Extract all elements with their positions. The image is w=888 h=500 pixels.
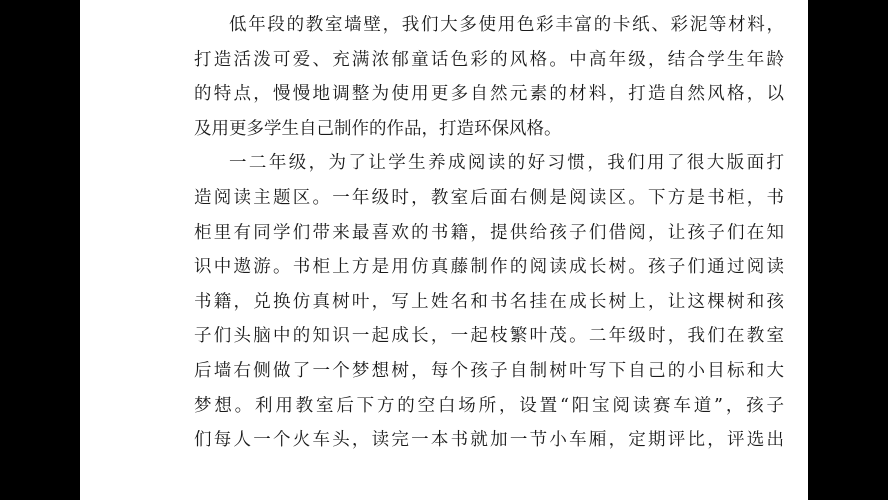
paragraph-2-line-2: 造阅读主题区。一年级时，教室后面右侧是阅读区。下方是书柜，书 (194, 187, 784, 208)
paragraph-2-line-5: 书籍，兑换仿真树叶，写上姓名和书名挂在成长树上，让这棵树和孩 (194, 291, 784, 312)
document-page (80, 0, 808, 500)
paragraph-2-line-8: 梦想。利用教室后下方的空白场所，设置“阳宝阅读赛车道”，孩子 (194, 395, 784, 416)
paragraph-1-line-3: 的特点，慢慢地调整为使用更多自然元素的材料，打造自然风格，以 (194, 84, 784, 105)
paragraph-1-line-1: 低年段的教室墙壁，我们大多使用色彩丰富的卡纸、彩泥等材料， (229, 15, 784, 35)
paragraph-2-line-7: 后墙右侧做了一个梦想树，每个孩子自制树叶写下自己的小目标和大 (194, 360, 784, 381)
paragraph-1-line-4: 及用更多学生自己制作的作品，打造环保风格。 (194, 118, 562, 139)
paragraph-2-line-9: 们每人一个火车头，读完一本书就加一节小车厢，定期评比，评选出 (194, 430, 784, 451)
paragraph-1-line-2: 打造活泼可爱、充满浓郁童话色彩的风格。中高年级，结合学生年龄 (194, 49, 784, 70)
paragraph-2-line-3: 柜里有同学们带来最喜欢的书籍，提供给孩子们借阅，让孩子们在知 (194, 222, 784, 243)
paragraph-2-line-4: 识中遨游。书柜上方是用仿真藤制作的阅读成长树。孩子们通过阅读 (194, 257, 784, 278)
paragraph-2-line-6: 子们头脑中的知识一起成长，一起枝繁叶茂。二年级时，我们在教室 (194, 326, 784, 347)
paragraph-2-line-1: 一二年级，为了让学生养成阅读的好习惯，我们用了很大版面打 (229, 153, 784, 174)
document-body (194, 8, 784, 458)
